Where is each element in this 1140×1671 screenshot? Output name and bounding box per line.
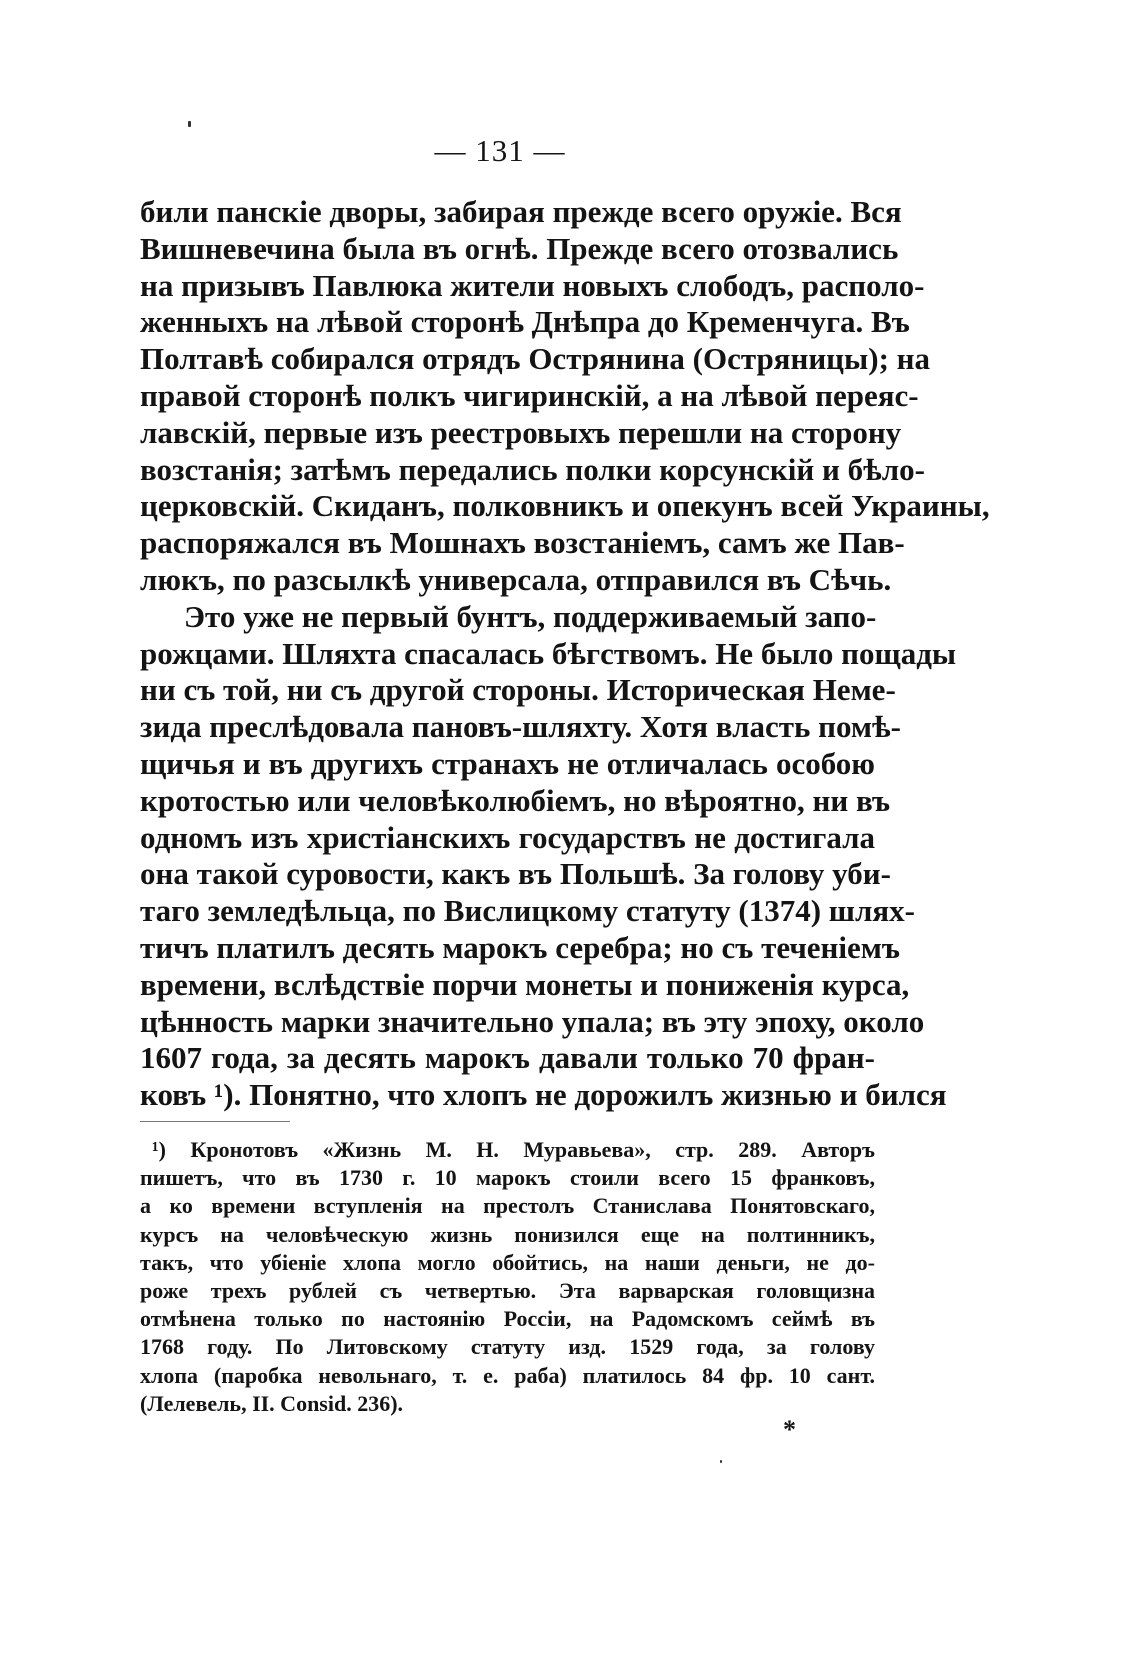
text-line: лавскій, первые изъ реестровыхъ перешли на сторону [140,414,902,450]
footnote-divider [140,1121,290,1122]
print-speck [188,121,191,127]
main-text [140,194,990,1114]
text-line: возстанія; затѣмъ передались полки корсунскій и бѣло- [140,451,925,487]
text-line: Вишневечина была въ огнѣ. Прежде всего отозвались [140,230,899,266]
footnote-line: 1768 году. По Литовскому статуту изд. 1529 года, за голову [140,1334,875,1360]
footnote-line: (Лелевель, II. Consid. 236). [140,1390,404,1416]
text-line: зида преслѣдовала пановъ-шляхту. Хотя власть помѣ- [140,709,901,745]
footnote-line: пишетъ, что въ 1730 г. 10 марокъ стоили всего 15 франковъ, [140,1165,875,1191]
footnote-line: такъ, что убіеніе хлопа могло обойтись, на наши деньги, не до- [140,1249,875,1275]
text-line: люкъ, по разсылкѣ универсала, отправился въ Сѣчь. [140,561,892,597]
text-line: на призывъ Павлюка жители новыхъ слободъ, располо- [140,267,925,303]
text-line: Полтавѣ собирался отрядъ Острянина (Остряницы); на [140,341,931,377]
text-line: 1607 года, за десять марокъ давали только 70 фран- [140,1040,875,1076]
text-line: щичья и въ другихъ странахъ не отличалась особою [140,745,875,781]
text-line: били панскіе дворы, забирая прежде всего оружіе. Вся [140,194,902,229]
footnote-line: курсъ на человѣческую жизнь понизился еще на полтинникъ, [140,1221,875,1247]
text-line: ковъ ¹). Понятно, что хлопъ не дорожилъ жизнью и бился [140,1077,947,1113]
footnote-line: хлопа (паробка невольнаго, т. е. раба) платилось 84 фр. 10 сант. [140,1362,875,1388]
footnote-line: роже трехъ рублей съ четвертью. Эта варварская головщизна [140,1277,875,1303]
text-line: женныхъ на лѣвой сторонѣ Днѣпра до Кременчуга. Въ [140,304,910,340]
text-line: правой сторонѣ полкъ чигиринскій, а на лѣвой переяс- [140,377,919,413]
text-line: цѣнность марки значительно упала; въ эту эпоху, около [140,1003,925,1039]
text-line: кротостью или человѣколюбіемъ, но вѣроятно, ни въ [140,782,891,818]
text-line: Это уже не первый бунтъ, поддерживаемый запо- [184,598,877,634]
text-line: таго земледѣльца, по Вислицкому статуту (1374) шлях- [140,893,915,929]
print-speck [720,1460,722,1463]
footnote-line: а ко времени вступленія на престолъ Станислава Понятовскаго, [140,1193,875,1219]
footnotes [140,1136,875,1418]
text-line: ни съ той, ни съ другой стороны. Историческая Неме- [140,672,896,708]
text-line: церковскій. Скиданъ, полковникъ и опекунъ всей Украины, [140,488,990,524]
footnote-line: отмѣнена только по настоянію Россіи, на Радомскомъ сеймѣ въ [140,1306,875,1332]
text-line: рожцами. Шляхта спасалась бѣгствомъ. Не было пощады [140,635,957,671]
text-line: распоряжался въ Мошнахъ возстаніемъ, самъ же Пав- [140,525,905,561]
text-line: тичъ платилъ десять марокъ серебра; но съ теченіемъ [140,929,900,965]
text-line: она такой суровости, какъ въ Польшѣ. За голову уби- [140,856,891,892]
text-line: одномъ изъ христіанскихъ государствъ не достигала [140,819,875,855]
footnote-line: ¹) Кронотовъ «Жизнь М. Н. Муравьева», стр. 289. Авторъ [152,1137,875,1162]
text-line: времени, вслѣдствіе порчи монеты и пониженія курса, [140,966,910,1002]
signature-mark: * [783,1415,796,1444]
page-number: — 131 — [434,133,566,168]
